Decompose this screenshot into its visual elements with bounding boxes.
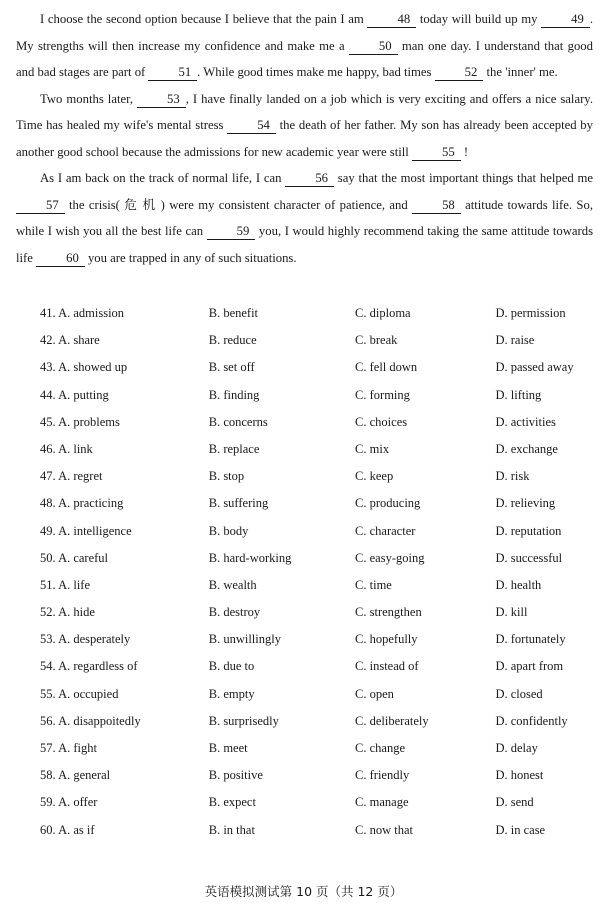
question-number: 57.	[40, 741, 56, 755]
option-c: C. diploma	[355, 306, 411, 320]
blank-59: 59	[207, 224, 256, 240]
blank-60: 60	[36, 251, 85, 267]
option-c: C. keep	[355, 469, 394, 484]
option-b: B. stop	[208, 469, 245, 484]
passage-text: As I am back on the track of normal life, I can	[40, 171, 286, 185]
blank-57: 57	[16, 198, 65, 214]
question-row	[40, 469, 593, 496]
paragraph-3	[16, 165, 593, 271]
question-row	[40, 768, 593, 795]
question-row	[40, 524, 593, 551]
option-b: B. set off	[208, 360, 255, 375]
question-number-and-option-a	[40, 741, 209, 768]
option-a: A. link	[58, 441, 93, 456]
option-d: D. health	[495, 577, 542, 592]
question-row	[40, 496, 593, 523]
question-number-and-option-a	[40, 333, 209, 360]
passage-text: say that the most important things that helped me	[334, 171, 593, 185]
option-c: C. mix	[355, 441, 390, 456]
passage-text: you are trapped in any of such situations.	[84, 250, 297, 265]
passage-text: today will build up my	[416, 12, 542, 26]
question-row	[40, 415, 593, 442]
option-d: D. permission	[495, 306, 566, 320]
option-b: B. reduce	[208, 333, 257, 348]
option-a: A. general	[58, 768, 111, 783]
question-row	[40, 551, 593, 578]
option-a: A. share	[58, 333, 100, 348]
option-b: B. concerns	[208, 414, 268, 429]
option-d: D. lifting	[495, 387, 542, 402]
question-row	[40, 632, 593, 659]
option-a: A. careful	[58, 550, 109, 565]
option-a: A. life	[58, 577, 90, 592]
option-d: D. activities	[495, 414, 556, 429]
option-d: D. delay	[495, 741, 538, 755]
passage-text: Two months later,	[40, 91, 138, 106]
question-row	[40, 442, 593, 469]
option-c: C. now that	[355, 822, 414, 837]
question-number-and-option-a	[40, 442, 209, 469]
option-a: A. practicing	[58, 496, 124, 511]
blank-58: 58	[412, 198, 461, 214]
option-b: B. body	[208, 523, 249, 538]
option-c: C. choices	[355, 414, 408, 429]
option-d: D. honest	[495, 768, 544, 783]
option-c: C. fell down	[355, 360, 418, 375]
question-number-and-option-a	[40, 823, 209, 850]
option-d: D. raise	[495, 333, 535, 348]
passage-text: man one day. I understand that good and bad stages are part of	[16, 38, 593, 79]
blank-54: 54	[227, 118, 276, 134]
question-row	[40, 741, 593, 768]
question-number-and-option-a	[40, 496, 209, 523]
question-row	[40, 360, 593, 387]
option-d: D. confidently	[495, 713, 568, 728]
option-b: B. empty	[208, 686, 255, 701]
paragraph-1	[16, 6, 593, 86]
option-b: B. meet	[208, 741, 248, 755]
question-row	[40, 823, 593, 850]
option-c: C. open	[355, 686, 394, 701]
question-number-and-option-a	[40, 388, 209, 415]
question-number: 46.	[40, 441, 56, 456]
question-row	[40, 306, 593, 333]
option-c: C. manage	[355, 795, 409, 810]
option-d: D. in case	[495, 822, 546, 837]
question-number: 60.	[40, 822, 56, 837]
option-a: A. disappoitedly	[58, 713, 141, 728]
option-c: C. producing	[355, 496, 421, 511]
answer-options-list	[40, 306, 593, 850]
passage-text: I choose the second option because I believe that the pain I am	[40, 12, 368, 26]
question-number: 53.	[40, 632, 56, 647]
question-row	[40, 333, 593, 360]
option-b: B. unwillingly	[208, 632, 281, 647]
passage-text: the 'inner' me.	[483, 65, 558, 79]
question-number-and-option-a	[40, 551, 209, 578]
question-number: 54.	[40, 659, 56, 674]
option-d: D. send	[495, 795, 534, 810]
question-number-and-option-a	[40, 360, 209, 387]
option-c: C. easy-going	[355, 550, 425, 565]
question-number: 51.	[40, 577, 56, 592]
option-d: D. reputation	[495, 523, 562, 538]
blank-55: 55	[412, 145, 461, 161]
passage-text: the crisis( 危 机 ) were my consistent character of patience, and	[64, 197, 413, 212]
passage-text: !	[460, 144, 469, 159]
option-a: A. putting	[58, 387, 109, 402]
option-b: B. replace	[208, 441, 260, 456]
question-number-and-option-a	[40, 524, 209, 551]
option-d: D. apart from	[495, 659, 564, 674]
question-number: 43.	[40, 360, 56, 375]
question-row	[40, 687, 593, 714]
passage-text: . My strengths will then increase my confidence and make me a	[16, 12, 593, 53]
option-c: C. instead of	[355, 659, 419, 674]
option-a: A. as if	[58, 822, 95, 837]
option-c: C. break	[355, 333, 398, 348]
question-number-and-option-a	[40, 469, 209, 496]
blank-51: 51	[148, 65, 197, 81]
question-number-and-option-a	[40, 795, 209, 822]
question-number-and-option-a	[40, 306, 209, 333]
blank-56: 56	[285, 171, 334, 187]
question-number: 52.	[40, 605, 56, 620]
option-d: D. risk	[495, 469, 530, 484]
paragraph-2	[16, 86, 593, 166]
option-d: D. successful	[495, 550, 563, 565]
question-row	[40, 578, 593, 605]
blank-48: 48	[367, 12, 416, 28]
question-row	[40, 605, 593, 632]
option-d: D. kill	[495, 605, 528, 620]
option-a: A. occupied	[58, 686, 119, 701]
option-d: D. passed away	[495, 360, 574, 375]
option-c: C. deliberately	[355, 713, 429, 728]
option-c: C. change	[355, 741, 406, 755]
question-number: 55.	[40, 686, 56, 701]
option-c: C. friendly	[355, 768, 410, 783]
option-b: B. suffering	[208, 496, 269, 511]
question-number: 45.	[40, 414, 56, 429]
option-a: A. desperately	[58, 632, 131, 647]
question-number-and-option-a	[40, 687, 209, 714]
question-row	[40, 388, 593, 415]
question-row	[40, 659, 593, 686]
passage-text: , I have finally landed on a job which is very exciting and offers a nice salary. Time has healed my wife's mental stress	[16, 91, 593, 132]
question-number-and-option-a	[40, 714, 209, 741]
question-number: 48.	[40, 496, 56, 511]
page-footer: 英语模拟测试第 10 页（共 12 页）	[204, 884, 403, 899]
question-number-and-option-a	[40, 415, 209, 442]
option-a: A. regardless of	[58, 659, 138, 674]
option-d: D. closed	[495, 686, 543, 701]
option-b: B. benefit	[208, 306, 259, 320]
option-b: B. positive	[208, 768, 263, 783]
passage-text: you, I would highly recommend taking the same attitude towards life	[16, 224, 594, 265]
option-b: B. destroy	[208, 605, 261, 620]
question-number: 50.	[40, 550, 56, 565]
question-number: 42.	[40, 333, 56, 348]
option-d: D. relieving	[495, 496, 556, 511]
option-b: B. wealth	[208, 577, 257, 592]
passage-text: the death of her father. My son has already been accepted by another good school because the admissions for new academic year were still	[16, 118, 593, 159]
question-number: 49.	[40, 523, 56, 538]
option-a: A. regret	[58, 469, 103, 484]
question-number: 59.	[40, 795, 56, 810]
option-a: A. showed up	[58, 360, 128, 375]
blank-53: 53	[137, 92, 186, 108]
option-c: C. strengthen	[355, 605, 422, 620]
blank-52: 52	[435, 65, 484, 81]
question-number-and-option-a	[40, 605, 209, 632]
question-number-and-option-a	[40, 578, 209, 605]
question-row	[40, 714, 593, 741]
question-row	[40, 795, 593, 822]
option-b: B. surprisedly	[208, 713, 279, 728]
passage-text: attitude towards life. So, while I wish you all the best life can	[16, 197, 594, 238]
question-number: 41.	[40, 306, 56, 320]
option-a: A. intelligence	[58, 523, 132, 538]
option-a: A. admission	[58, 306, 125, 320]
question-number: 44.	[40, 387, 56, 402]
option-c: C. character	[355, 523, 416, 538]
question-number: 47.	[40, 469, 56, 484]
option-a: A. offer	[58, 795, 98, 810]
option-b: B. hard-working	[208, 550, 292, 565]
question-number: 56.	[40, 713, 56, 728]
question-number-and-option-a	[40, 768, 209, 795]
blank-49: 49	[541, 12, 590, 28]
question-number-and-option-a	[40, 659, 209, 686]
blank-50: 50	[349, 39, 398, 55]
question-number-and-option-a	[40, 632, 209, 659]
option-b: B. due to	[208, 659, 255, 674]
option-c: C. time	[355, 577, 392, 592]
option-b: B. expect	[208, 795, 256, 810]
option-a: A. fight	[58, 741, 97, 755]
question-number: 58.	[40, 768, 56, 783]
option-d: D. fortunately	[495, 632, 566, 647]
option-b: B. in that	[208, 822, 255, 837]
option-c: C. hopefully	[355, 632, 418, 647]
option-b: B. finding	[208, 387, 260, 402]
option-d: D. exchange	[495, 441, 558, 456]
passage-text: . While good times make me happy, bad times	[197, 65, 435, 79]
option-a: A. hide	[58, 605, 95, 620]
option-a: A. problems	[58, 414, 120, 429]
cloze-passage	[16, 6, 593, 271]
option-c: C. forming	[355, 387, 410, 402]
